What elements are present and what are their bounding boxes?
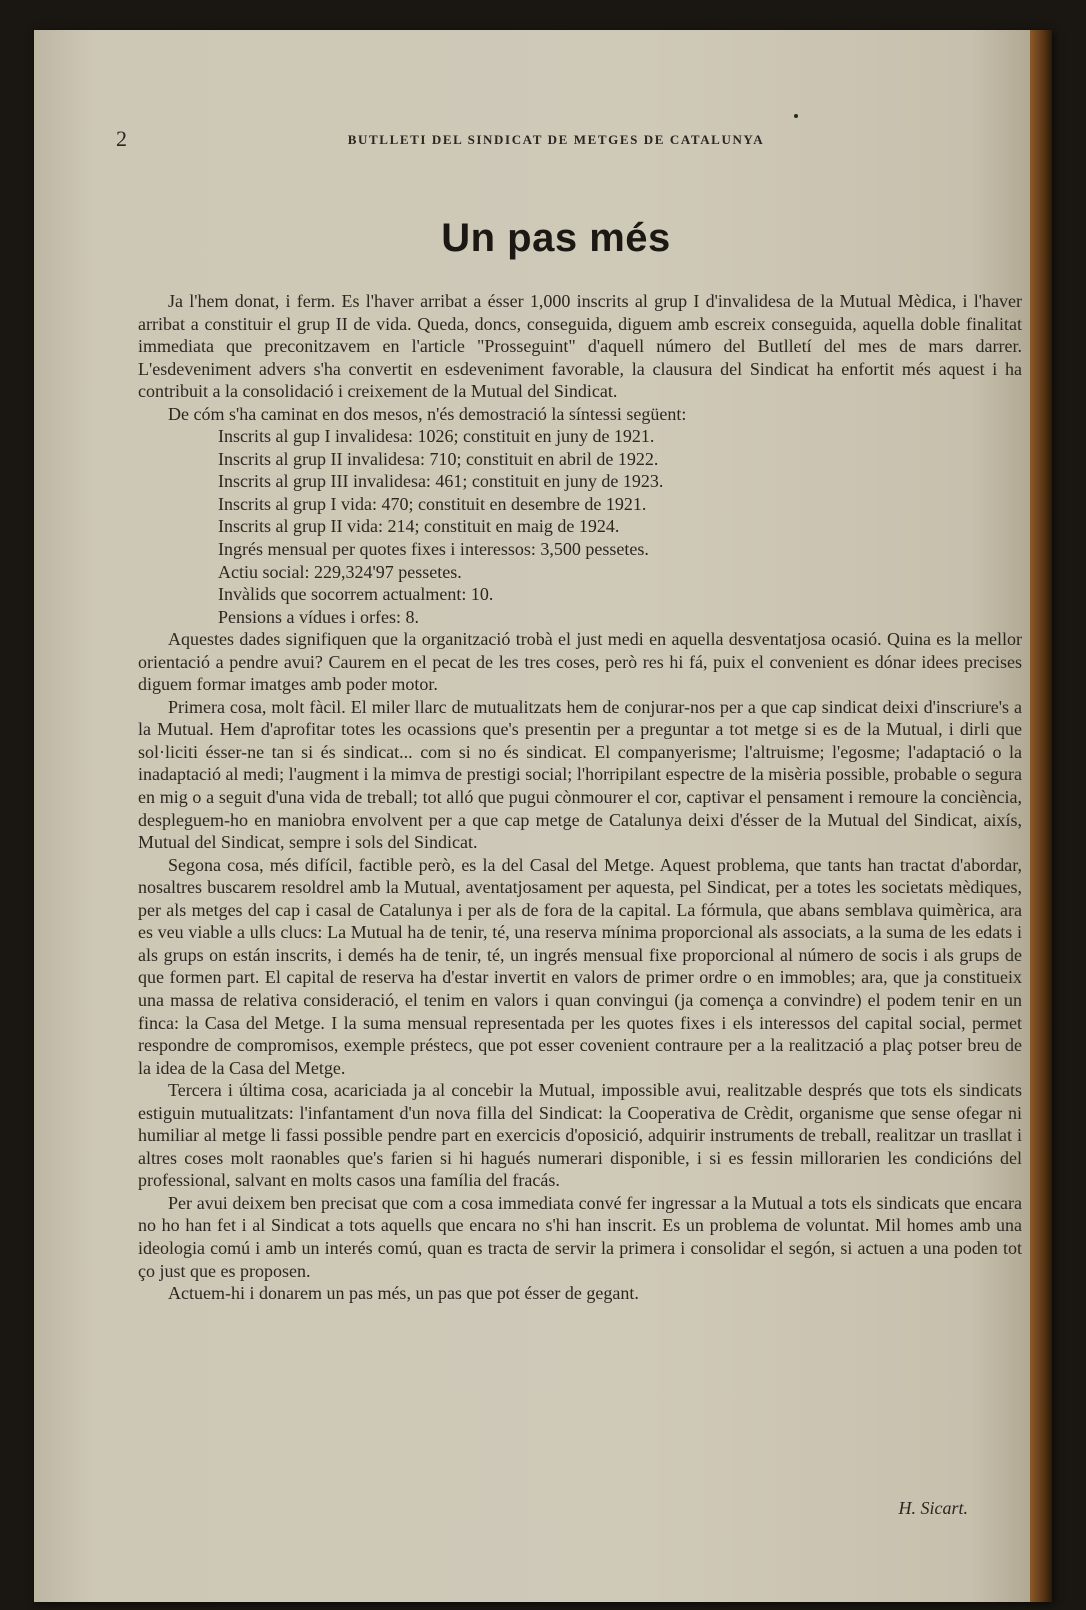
- paragraph: Ja l'hem donat, i ferm. Es l'haver arribat a ésser 1,000 inscrits al grup I d'invalidesa de la Mutual Mèdica, i l'haver arribat a constituir el grup II de vida. Queda, doncs, conseguida, diguem amb escreix conseguida, aquella doble finalitat immediata que preconitzavem en l'article "Prosseguint" d'aquell número del Butlletí del mes de mars darrer. L'esdeveniment advers s'ha convertit en esdeveniment favorable, la clausura del Sindicat ha enfortit més aquest i ha contribuit a la consolidació i creixement de la Mutual del Sindicat.: [138, 291, 1022, 402]
- paragraph: De cóm s'ha caminat en dos mesos, n'és demostració la síntessi següent:: [168, 403, 687, 424]
- paragraph: Tercera i última cosa, acariciada ja al concebir la Mutual, impossible avui, realitzable després que tots els sindicats estiguin mutualitzats: l'infantament d'un nova filla del Sindicat: la Cooperativa de Crèdit, organisme que sense ofegar ni humiliar al metge li fassi possible pendre part en exercicis d'oposició, adquirir instruments de treball, realitzar un trasllat i altres coses molt raonables que's farien si hi hagués numerari disponible, i si es fessin millorarien les condicións del professional, salvant en molts casos una família del fracás.: [138, 1080, 1022, 1191]
- page-number: 2: [116, 126, 127, 151]
- ink-dot: [794, 114, 798, 118]
- stats-list: [138, 425, 1022, 628]
- stats-item: Inscrits al grup II invalidesa: 710; constituit en abril de 1922.: [218, 448, 659, 469]
- stats-item: Inscrits al gup I invalidesa: 1026; constituit en juny de 1921.: [218, 426, 655, 447]
- stats-item: Actiu social: 229,324'97 pessetes.: [218, 561, 462, 582]
- paragraph: Per avui deixem ben precisat que com a cosa immediata convé fer ingressar a la Mutual a tots els sindicats que encara no ho han fet i al Sindicat a tots aquells que encara no s'hi han inscrit. Es un problema de voluntat. Mil homes amb una ideologia comú i amb un interés comú, quan es tracta de servir la primera i consolidar el segón, si actuen a una poden tot ço just que es proposen.: [138, 1192, 1022, 1281]
- stats-item: Inscrits al grup I vida: 470; constituit en desembre de 1921.: [218, 493, 647, 514]
- stats-item: Invàlids que socorrem actualment: 10.: [218, 584, 494, 605]
- paragraph: Aquestes dades signifiquen que la organització trobà el just medi en aquella desventatjosa ocasió. Quina es la mellor orientació a pendre avui? Caurem en el pecat de les tres coses, però res hi fá, puix el convenient es dónar idees precises diguem formar imatges amb poder motor.: [138, 629, 1022, 695]
- stats-item: Pensions a vídues i orfes: 8.: [218, 606, 419, 627]
- paragraph: Primera cosa, molt fàcil. El miler llarc de mutualitzats hem de conjurar-nos per a que cap sindicat deixi d'inscriure's a la Mutual. Hem d'aprofitar totes les ocassions que's presentin per a preguntar a tot metge si es de la Mutual, i dirli que sol·liciti ésser-ne tan si és sindicat... com si no és sindicat. El companyerisme; l'altruisme; l'egosme; l'adaptació o la inadaptació al medi; l'augment i la mimva de prestigi social; l'horripilant espectre de la misèria possible, probable o segura en mig o a seguit d'una vida de treball; tot alló que pugui cònmourer el cor, captivar el pensament i remoure la conciència, despleguem-ho en maniobra envolvent per a que cap metge de Catalunya deixi d'ésser de la Mutual del Sindicat, aixís, Mutual del Sindicat, sempre i sols del Sindicat.: [138, 696, 1022, 853]
- stats-item: Ingrés mensual per quotes fixes i interessos: 3,500 pessetes.: [218, 539, 649, 560]
- paragraph: Actuem-hi i donarem un pas més, un pas que pot ésser de gegant.: [168, 1283, 639, 1304]
- article-title: Un pas més: [441, 216, 671, 260]
- running-title: BUTLLETI DEL SINDICAT DE METGES DE CATALUNYA: [347, 132, 765, 147]
- stats-item: Inscrits al grup III invalidesa: 461; constituit en juny de 1923.: [218, 471, 664, 492]
- paragraph: Segona cosa, més difícil, factible però, es la del Casal del Metge. Aquest problema, que tants han tractat d'abordar, nosaltres buscarem resoldrel amb la Mutual, aventatjosament per aquesta, pel Sindicat, per a totes les societats mèdiques, per als metges del cap i casal de Catalunya i per als de fora de la capital. La fórmula, que abans semblava quimèrica, ara es veu viable a ulls clucs: La Mutual ha de tenir, té, una reserva mínima proporcional als associats, a la suma de les edats i als grups on están inscrits, i demés ha de tenir, té, un ingrés mensual fixe proporcional al número de socis i als grups de que formen part. El capital de reserva ha d'estar invertit en valors de primer ordre o en immobles; ara, que ja constitueix una massa de relativa consideració, el tenim en valors i quan convingui (ja comença a convindre) el podem tenir en un finca: la Casa del Metge. I la suma mensual representada per les quotes fixes i els interessos del capital social, permet respondre de compromisos, exemple préstecs, que pot esser covenient contraure per a la realització a plaç potser breu de la idea de la Casa del Metge.: [138, 854, 1022, 1078]
- author-signature: H. Sicart.: [898, 1498, 968, 1518]
- document-page: [34, 30, 1052, 1602]
- stats-item: Inscrits al grup II vida: 214; constituit en maig de 1924.: [218, 516, 620, 537]
- page-header: [116, 126, 996, 156]
- book-binding: [1030, 30, 1052, 1602]
- article-body: [138, 290, 1022, 1305]
